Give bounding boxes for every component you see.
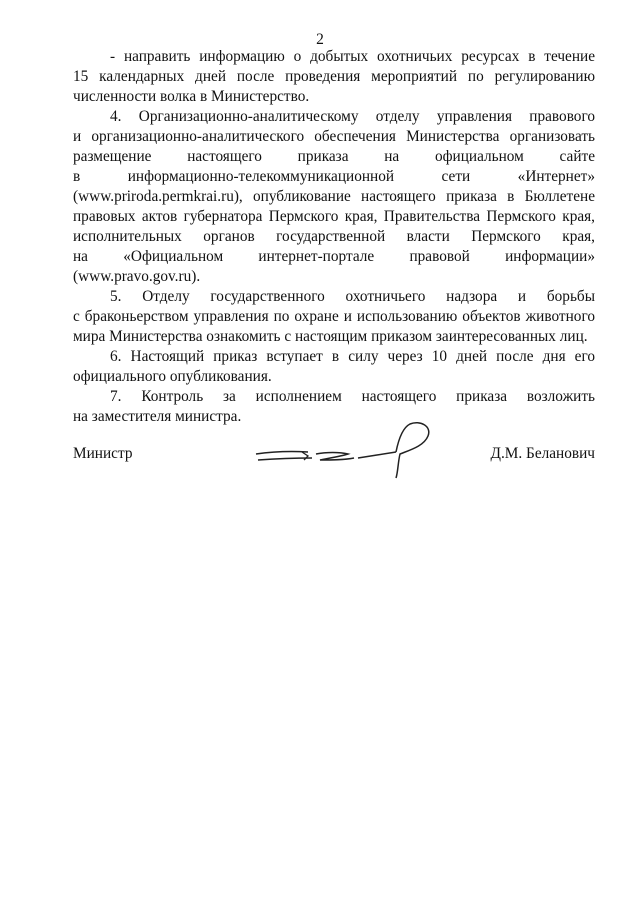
handwritten-signature (250, 418, 440, 482)
paragraph-item-5 (73, 287, 595, 347)
text-line: исполнительных органов государственной власти Пермского края, (73, 228, 595, 245)
paragraph-item-6 (73, 347, 595, 387)
signatory-title: Министр (73, 445, 133, 462)
text-line: (www.priroda.permkrai.ru), опубликование настоящего приказа в Бюллетене (73, 188, 595, 205)
text-line: на заместителя министра. (73, 408, 242, 425)
text-line: и организационно-аналитического обеспечения Министерства организовать (73, 128, 595, 145)
text-line: правовых актов губернатора Пермского края, Правительства Пермского края, (73, 208, 595, 225)
text-line: в информационно-телекоммуникационной сети «Интернет» (73, 168, 595, 185)
document-body (73, 47, 595, 427)
text-line: официального опубликования. (73, 368, 272, 385)
text-line: численности волка в Министерство. (73, 88, 310, 105)
text-line: на «Официальном интернет-портале правовой информации» (www.pravo.gov.ru). (73, 248, 595, 285)
paragraph-bullet-wolf (73, 47, 595, 107)
paragraph-item-4 (73, 107, 595, 287)
text-line: мира Министерства ознакомить с настоящим приказом заинтересованных лиц. (73, 328, 588, 345)
text-line: 4. Организационно-аналитическому отделу управления правового (110, 108, 595, 125)
text-line: 15 календарных дней после проведения мероприятий по регулированию (73, 68, 595, 85)
text-line: с браконьерством управления по охране и использованию объектов животного (73, 308, 595, 325)
text-line: 6. Настоящий приказ вступает в силу через 10 дней после дня его (110, 348, 595, 365)
page-number: 2 (316, 31, 324, 48)
text-line: 7. Контроль за исполнением настоящего приказа возложить (110, 388, 595, 405)
text-line: 5. Отделу государственного охотничьего надзора и борьбы (110, 288, 595, 305)
text-line: - направить информацию о добытых охотничьих ресурсах в течение (110, 48, 595, 65)
signatory-name: Д.М. Беланович (490, 445, 595, 462)
text-line: размещение настоящего приказа на официальном сайте (73, 148, 595, 165)
